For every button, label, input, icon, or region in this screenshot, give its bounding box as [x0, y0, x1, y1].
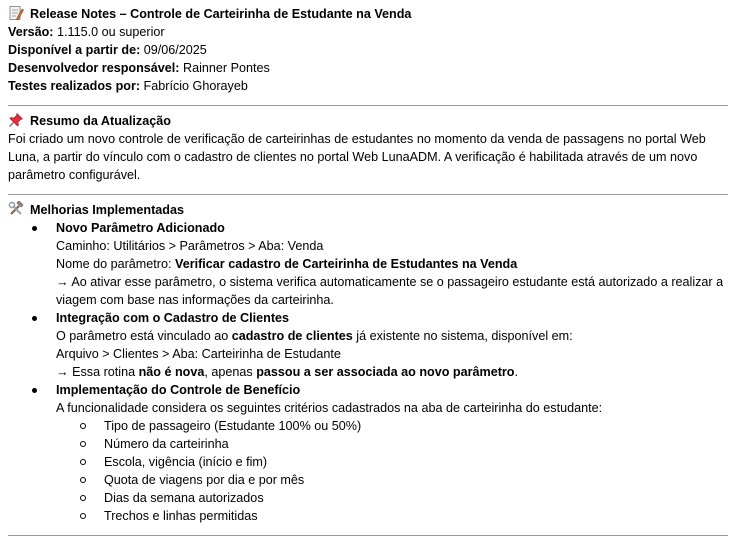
sub-bullet — [80, 459, 86, 465]
available-line — [8, 41, 728, 59]
summary-heading: Resumo da Atualização — [30, 114, 171, 128]
param-value: Verificar cadastro de Carteirinha de Estudantes na Venda — [175, 257, 518, 271]
version-line — [8, 23, 728, 41]
available-value: 09/06/2025 — [143, 43, 207, 57]
param-label: Nome do parâmetro: — [56, 257, 175, 271]
release-notes-document — [8, 5, 728, 536]
text-span: , apenas — [204, 365, 257, 379]
item-note — [56, 363, 728, 381]
hammer-wrench-icon — [8, 201, 24, 217]
item-title: Implementação do Controle de Benefício — [56, 383, 301, 397]
text-span: → Essa rotina — [56, 365, 139, 379]
text-span: O parâmetro está vinculado ao — [56, 329, 232, 343]
sub-bullet — [80, 495, 86, 501]
pushpin-icon — [8, 112, 24, 128]
tests-line — [8, 77, 728, 95]
criteria-text: Trechos e linhas permitidas — [104, 509, 258, 523]
item-intro: A funcionalidade considera os seguintes critérios cadastrados na aba de carteirinha do estudante: — [56, 401, 603, 415]
developer-line — [8, 59, 728, 77]
improvement-item — [8, 381, 728, 417]
text-bold: cadastro de clientes — [231, 329, 353, 343]
improvement-item — [8, 309, 728, 381]
criteria-item — [8, 417, 728, 435]
item-note: → Ao ativar esse parâmetro, o sistema verifica automaticamente se o passageiro estudante está autorizado a realizar a viagem com base nas informações da carteirinha. — [56, 275, 724, 307]
bullet — [32, 388, 37, 393]
criteria-text: Quota de viagens por dia e por mês — [104, 473, 305, 487]
text-bold: passou a ser associada ao novo parâmetro — [256, 365, 515, 379]
bullet — [32, 316, 37, 321]
item-path: Caminho: Utilitários > Parâmetros > Aba: Venda — [56, 239, 324, 253]
item-line — [56, 327, 728, 345]
memo-icon — [8, 5, 24, 21]
text-bold: não é nova — [138, 365, 205, 379]
tests-label: Testes realizados por: — [8, 79, 141, 93]
item-title: Integração com o Cadastro de Clientes — [56, 311, 290, 325]
sub-bullet — [80, 513, 86, 519]
summary-heading-line — [8, 112, 728, 130]
sub-bullet — [80, 441, 86, 447]
available-label: Disponível a partir de: — [8, 43, 141, 57]
bullet — [32, 226, 37, 231]
version-value: 1.115.0 ou superior — [57, 25, 165, 39]
criteria-item — [8, 471, 728, 489]
improvements-heading-line — [8, 201, 728, 219]
improvements-heading: Melhorias Implementadas — [30, 203, 184, 217]
developer-value: Rainner Pontes — [183, 61, 270, 75]
improvement-item — [8, 219, 728, 309]
criteria-item — [8, 489, 728, 507]
sub-bullet — [80, 477, 86, 483]
text-span: . — [514, 365, 518, 379]
developer-label: Desenvolvedor responsável: — [8, 61, 180, 75]
text-span: já existente no sistema, disponível em: — [352, 329, 573, 343]
criteria-item — [8, 435, 728, 453]
criteria-text: Escola, vigência (início e fim) — [104, 455, 268, 469]
criteria-item — [8, 507, 728, 525]
criteria-text: Dias da semana autorizados — [104, 491, 264, 505]
summary-body: Foi criado um novo controle de verificação de carteirinhas de estudantes no momento da venda de passagens no portal Web Luna, a partir do vínculo com o cadastro de clientes no portal Web LunaADM. A verificação é habilitada através de um novo parâmetro configurável. — [8, 132, 706, 182]
criteria-text: Tipo de passageiro (Estudante 100% ou 50%) — [104, 419, 362, 433]
item-title: Novo Parâmetro Adicionado — [56, 221, 225, 235]
param-line — [56, 255, 728, 273]
criteria-item — [8, 453, 728, 471]
document-title-line — [8, 5, 728, 23]
version-label: Versão: — [8, 25, 54, 39]
item-path: Arquivo > Clientes > Aba: Carteirinha de Estudante — [56, 347, 341, 361]
section-divider — [8, 535, 728, 536]
document-title: Release Notes – Controle de Carteirinha de Estudante na Venda — [30, 7, 412, 21]
tests-value: Fabrício Ghorayeb — [143, 79, 248, 93]
criteria-text: Número da carteirinha — [104, 437, 229, 451]
sub-bullet — [80, 423, 86, 429]
